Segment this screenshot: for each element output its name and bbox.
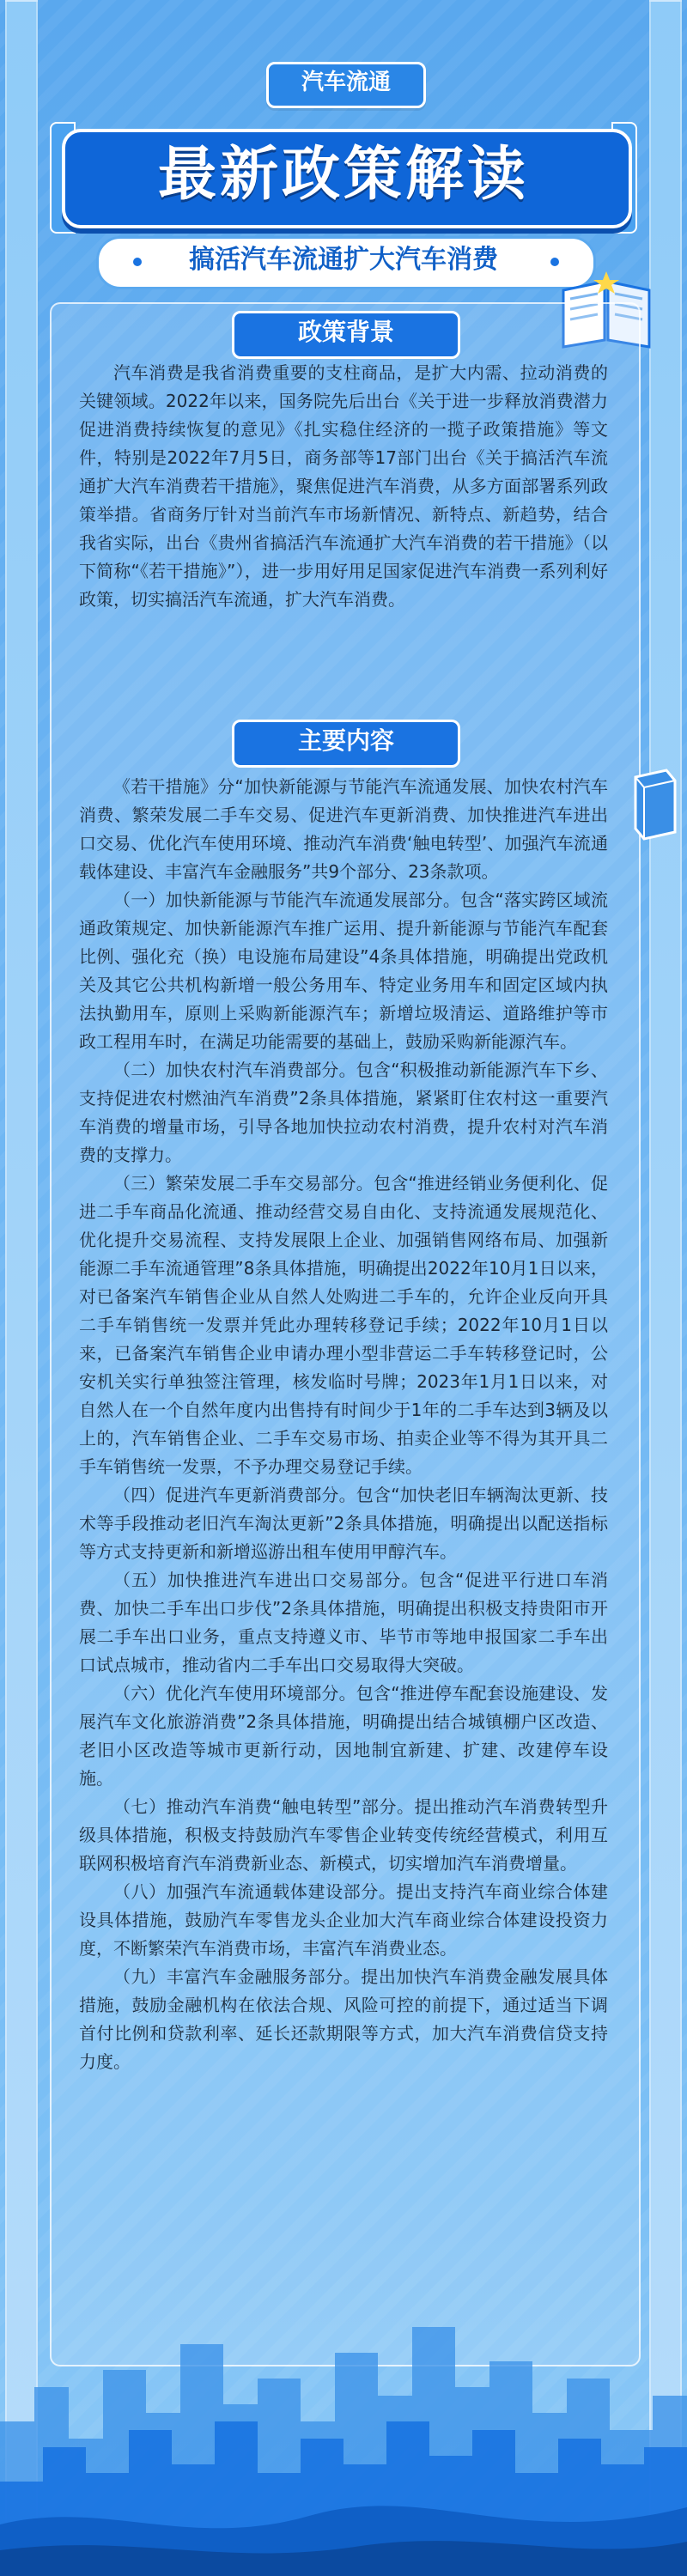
content-paragraph: （八）加强汽车流通载体建设部分。提出支持汽车商业综合体建设具体措施，鼓励汽车零售龙头企业加大汽车商业综合体建设投资力度，不断繁荣汽车消费市场，丰富汽车消费业态。 <box>79 1881 608 1959</box>
right-decorative-bar <box>649 0 682 2576</box>
main-content-body <box>79 773 608 2076</box>
content-paragraph: （五）加快推进汽车进出口交易部分。包含“促进平行进口车消费、加快二手车出口步伐”2条具体措施，明确提出积极支持贵阳市开展二手车出口业务，重点支持遵义市、毕节市等地申报国家二手车出口试点城市，推动省内二手车出口交易取得大突破。 <box>79 1570 608 1675</box>
policy-background-paragraph: 汽车消费是我省消费重要的支柱商品，是扩大内需、拉动消费的关键领域。2022年以来，国务院先后出台《关于进一步释放消费潜力促进消费持续恢复的意见》《扎实稳住经济的一揽子政策措施》等文件，特别是2022年7月5日，商务部等17部门出台《关于搞活汽车流通扩大汽车消费若干措施》，聚焦促进汽车消费，从多方面部署系列政策举措。省商务厅针对当前汽车市场新情况、新特点、新趋势，结合我省实际，出台《贵州省搞活汽车流通扩大汽车消费的若干措施》（以下简称“《若干措施》”），进一步用好用足国家促进汽车消费一系列利好政策，切实搞活汽车流通，扩大汽车消费。 <box>79 362 608 610</box>
city-skyline-illustration <box>0 2293 687 2576</box>
content-paragraph: （二）加快农村汽车消费部分。包含“积极推动新能源汽车下乡、支持促进农村燃油汽车消费”2条具体措施，紧紧盯住农村这一重要汽车消费的增量市场，引导各地加快拉动农村消费，提升农村对汽车消费的支撑力。 <box>79 1060 608 1165</box>
content-paragraph: 《若干措施》分“加快新能源与节能汽车流通发展、加快农村汽车消费、繁荣发展二手车交易、促进汽车更新消费、加快推进汽车进出口交易、优化汽车使用环境、推动汽车消费‘触电转型’、加强汽车流通载体建设、丰富汽车金融服务”共9个部分、23条款项。 <box>79 776 608 882</box>
content-paragraph: （九）丰富汽车金融服务部分。提出加快汽车消费金融发展具体措施，鼓励金融机构在依法合规、风险可控的前提下，通过适当下调首付比例和贷款利率、延长还款期限等方式，加大汽车消费信贷支持力度。 <box>79 1966 608 2072</box>
page-title: 最新政策解读 <box>157 141 529 209</box>
cube-icon <box>629 769 678 841</box>
section-title-main-content: 主要内容 <box>232 720 460 768</box>
content-paragraph: （一）加快新能源与节能汽车流通发展部分。包含“落实跨区域流通政策规定、加快新能源汽车推广运用、提升新能源与节能汽车配套比例、强化充（换）电设施布局建设”4条具体措施，明确提出党政机关及其它公共机构新增一般公务用车、特定业务用车和固定区域内执法执勤用车，原则上采购新能源汽车；新增垃圾清运、道路维护等市政工程用车时，在满足功能需要的基础上，鼓励采购新能源汽车。 <box>79 890 608 1052</box>
section-title-policy-background: 政策背景 <box>232 311 460 359</box>
content-paragraph: （三）繁荣发展二手车交易部分。包含“推进经销业务便利化、促进二手车商品化流通、推动经营交易自由化、支持流通发展规范化、优化提升交易流程、支持发展限上企业、加强销售网络布局、加强新能源二手车流通管理”8条具体措施，明确提出2022年10月1日以来，对已备案汽车销售企业从自然人处购进二手车的，允许企业反向开具二手车销售统一发票并凭此办理转移登记手续；2022年10月1日以来，已备案汽车销售企业申请办理小型非营运二手车转移登记时，公安机关实行单独签注管理，核发临时号牌；2023年1月1日以来，对自然人在一个自然年度内出售持有时间少于1年的二手车达到3辆及以上的，汽车销售企业、二手车交易市场、拍卖企业等不得为其开具二手车销售统一发票，不予办理交易登记手续。 <box>79 1173 608 1477</box>
left-decorative-bar <box>5 0 38 2576</box>
page-subtitle: 搞活汽车流通扩大汽车消费 <box>189 245 498 275</box>
category-tag: 汽车流通 <box>266 62 426 108</box>
content-paragraph: （七）推动汽车消费“触电转型”部分。提出推动汽车消费转型升级具体措施，积极支持鼓励汽车零售企业转变传统经营模式，利用互联网积极培育汽车消费新业态、新模式，切实增加汽车消费增量。 <box>79 1796 608 1874</box>
content-paragraph: （六）优化汽车使用环境部分。包含“推进停车配套设施建设、发展汽车文化旅游消费”2条具体措施，明确提出结合城镇棚户区改造、老旧小区改造等城市更新行动，因地制宜新建、扩建、改建停车设施。 <box>79 1683 608 1789</box>
content-paragraph: （四）促进汽车更新消费部分。包含“加快老旧车辆淘汰更新、技术等手段推动老旧汽车淘汰更新”2条具体措施，明确提出以配送指标等方式支持更新和新增巡游出租车使用甲醇汽车。 <box>79 1485 608 1562</box>
